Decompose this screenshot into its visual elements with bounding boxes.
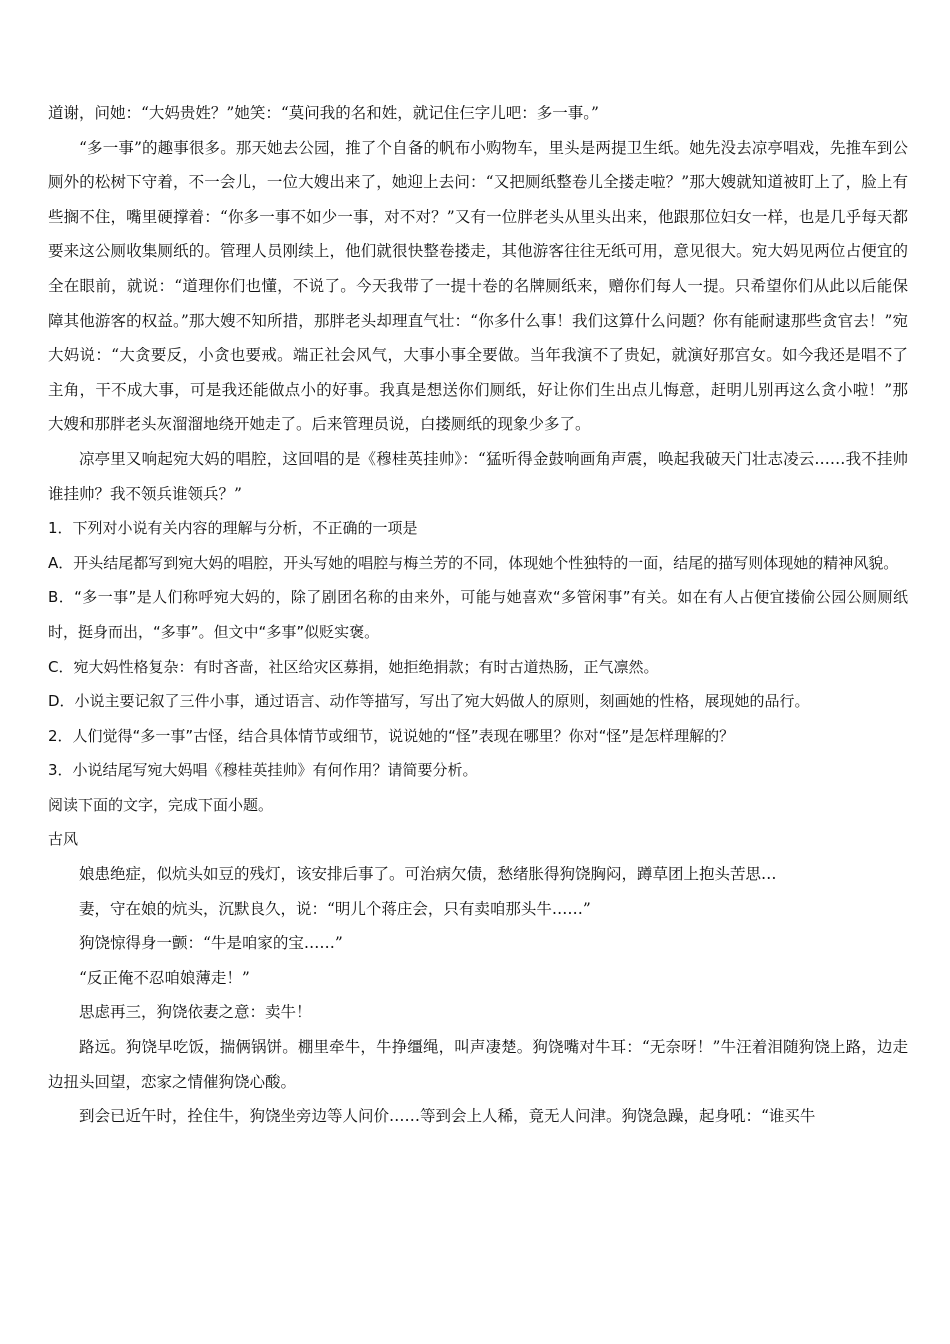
question-1: 1．下列对小说有关内容的理解与分析，不正确的一项是: [48, 519, 418, 538]
option-c: C．宛大妈性格复杂：有时吝啬，社区给灾区募捐，她拒绝捐款；有时古道热肠，正气凛然。: [48, 657, 659, 676]
option-b: B．“多一事”是人们称呼宛大妈的，除了剧团名称的由来外，可能与她喜欢“多管闲事”有关。如在有人占便宜搂偷公园公厕厕纸时，挺身而出，“多事”。但文中“多事”似贬实褒。: [48, 588, 908, 641]
story-paragraph-2: “多一事”的趣事很多。那天她去公园，推了个自备的帆布小购物车，里头是两提卫生纸。她先没去凉亭唱戏，先推车到公厕外的松树下守着，不一会儿，一位大嫂出来了，她迎上去问：“又把厕纸整卷儿全搂走啦？”那大嫂就知道被盯上了，脸上有些搁不住，嘴里硬撑着：“你多一事不如少一事，对不对？”又有一位胖老头从里头出来，他跟那位妇女一样，也是几乎每天都要来这公厕收集厕纸的。管理人员刚续上，他们就很快整卷搂走，其他游客往往无纸可用，意见很大。宛大妈见两位占便宜的全在眼前，就说：“道理你们也懂，不说了。今天我带了一提十卷的名牌厕纸来，赠你们每人一提。只希望你们从此以后能保障其他游客的权益。”那大嫂不知所措，那胖老头却理直气壮：“你多什么事！我们这算什么问题？你有能耐逮那些贪官去！”宛大妈说：“大贪要反，小贪也要戒。端正社会风气，大事小事全要做。当年我演不了贵妃，就演好那宫女。如今我还是唱不了主角，干不成大事，可是我还能做点小的好事。我真是想送你们厕纸，好让你们生出点儿悔意，赶明儿别再这么贪小啦！”那大嫂和那胖老头灰溜溜地绕开她走了。后来管理员说，白搂厕纸的现象少多了。: [48, 138, 908, 434]
passage-line-3: 狗饶惊得身一颤：“牛是咱家的宝……”: [79, 934, 343, 953]
passage-title: 古风: [48, 830, 79, 849]
document-page: [48, 96, 908, 1134]
reading-instruction: 阅读下面的文字，完成下面小题。: [48, 795, 274, 814]
story-paragraph-1: 道谢，问她：“大妈贵姓？”她笑：“莫问我的名和姓，就记住仨字儿吧：多一事。”: [48, 104, 599, 122]
question-2: 2．人们觉得“多一事”古怪，结合具体情节或细节，说说她的“怪”表现在哪里？你对“怪”是怎样理解的？: [48, 726, 735, 745]
passage-line-6: 路远。狗饶早吃饭，揣俩锅饼。棚里牵牛，牛挣缰绳，叫声凄楚。狗饶嘴对牛耳：“无奈呀！”牛汪着泪随狗饶上路，边走边扭头回望，恋家之情催狗饶心酸。: [48, 1038, 908, 1091]
option-d: D．小说主要记叙了三件小事，通过语言、动作等描写，写出了宛大妈做人的原则，刻画她的性格，展现她的品行。: [48, 692, 810, 711]
option-a: A．开头结尾都写到宛大妈的唱腔，开头写她的唱腔与梅兰芳的不同，体现她个性独特的一面，结尾的描写则体现她的精神风貌。: [48, 553, 899, 572]
story-paragraph-3: 凉亭里又响起宛大妈的唱腔，这回唱的是《穆桂英挂帅》：“猛听得金鼓响画角声震，唤起我破天门壮志凌云……我不挂帅谁挂帅？我不领兵谁领兵？”: [48, 449, 908, 503]
passage-line-7: 到会已近午时，拴住牛，狗饶坐旁边等人问价……等到会上人稀，竟无人问津。狗饶急躁，起身吼：“谁买牛: [79, 1107, 816, 1126]
passage-line-2: 妻，守在娘的炕头，沉默良久，说：“明儿个蒋庄会，只有卖咱那头牛……”: [79, 899, 591, 918]
passage-line-1: 娘患绝症，似炕头如豆的残灯，该安排后事了。可治病欠债，愁绪胀得狗饶胸闷，蹲草团上抱头苦思…: [79, 865, 777, 884]
passage-line-5: 思虑再三，狗饶依妻之意：卖牛！: [79, 1003, 312, 1022]
question-3: 3．小说结尾写宛大妈唱《穆桂英挂帅》有何作用？请简要分析。: [48, 761, 478, 780]
passage-line-4: “反正俺不忍咱娘薄走！”: [79, 968, 250, 987]
